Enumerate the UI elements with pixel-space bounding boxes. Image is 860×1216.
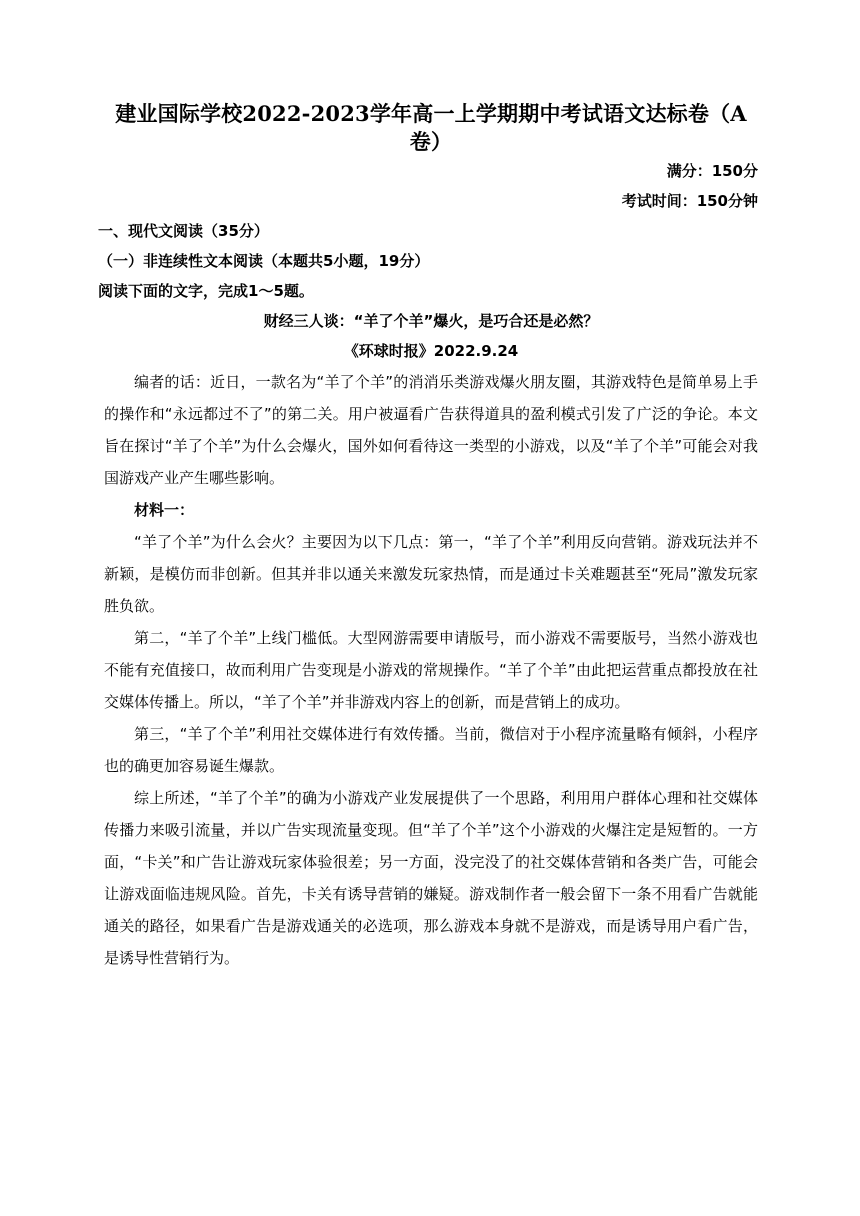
exam-time: 考试时间：150分钟 [621,192,758,210]
article-source: 《环球时报》2022.9.24 [343,342,519,360]
paragraph: “羊了个羊”为什么会火？主要因为以下几点：第一，“羊了个羊”利用反向营销。游戏玩法并不新颖，是模仿而非创新。但其并非以通关来激发玩家热情，而是通过卡关难题甚至“死局”激发玩家胜负欲。 [104,533,758,615]
instruction-text: 阅读下面的文字，完成1～5题。 [98,282,314,300]
paragraph: 第三，“羊了个羊”利用社交媒体进行有效传播。当前，微信对于小程序流量略有倾斜，小程序也的确更加容易诞生爆款。 [104,725,758,775]
article-title: 财经三人谈：“羊了个羊”爆火，是巧合还是必然？ [263,312,599,330]
subsection-heading: （一）非连续性文本阅读（本题共5小题，19分） [98,252,430,270]
paragraph: 综上所述，“羊了个羊”的确为小游戏产业发展提供了一个思路，利用用户群体心理和社交媒体传播力来吸引流量，并以广告实现流量变现。但“羊了个羊”这个小游戏的火爆注定是短暂的。一方面，“卡关”和广告让游戏玩家体验很差；另一方面，没完没了的社交媒体营销和各类广告，可能会让游戏面临违规风险。首先，卡关有诱导营销的嫌疑。游戏制作者一般会留下一条不用看广告就能通关的路径，如果看广告是游戏通关的必选项，那么游戏本身就不是游戏，而是诱导用户看广告，是诱导性营销行为。 [104,789,758,967]
paragraph: 第二，“羊了个羊”上线门槛低。大型网游需要申请版号，而小游戏不需要版号，当然小游戏也不能有充值接口，故而利用广告变现是小游戏的常规操作。“羊了个羊”由此把运营重点都投放在社交媒体传播上。所以，“羊了个羊”并非游戏内容上的创新，而是营销上的成功。 [104,629,758,711]
full-score: 满分：150分 [666,162,758,180]
material-label: 材料一： [134,501,195,519]
editor-note: 编者的话：近日，一款名为“羊了个羊”的消消乐类游戏爆火朋友圈，其游戏特色是简单易上手的操作和“永远都过不了”的第二关。用户被逼看广告获得道具的盈利模式引发了广泛的争论。本文旨在探讨“羊了个羊”为什么会爆火，国外如何看待这一类型的小游戏，以及“羊了个羊”可能会对我国游戏产业产生哪些影响。 [104,373,758,487]
exam-title: 建业国际学校2022-2023学年高一上学期期中考试语文达标卷（A卷） [115,101,747,154]
section-heading: 一、现代文阅读（35分） [98,222,269,240]
exam-page [98,100,758,974]
